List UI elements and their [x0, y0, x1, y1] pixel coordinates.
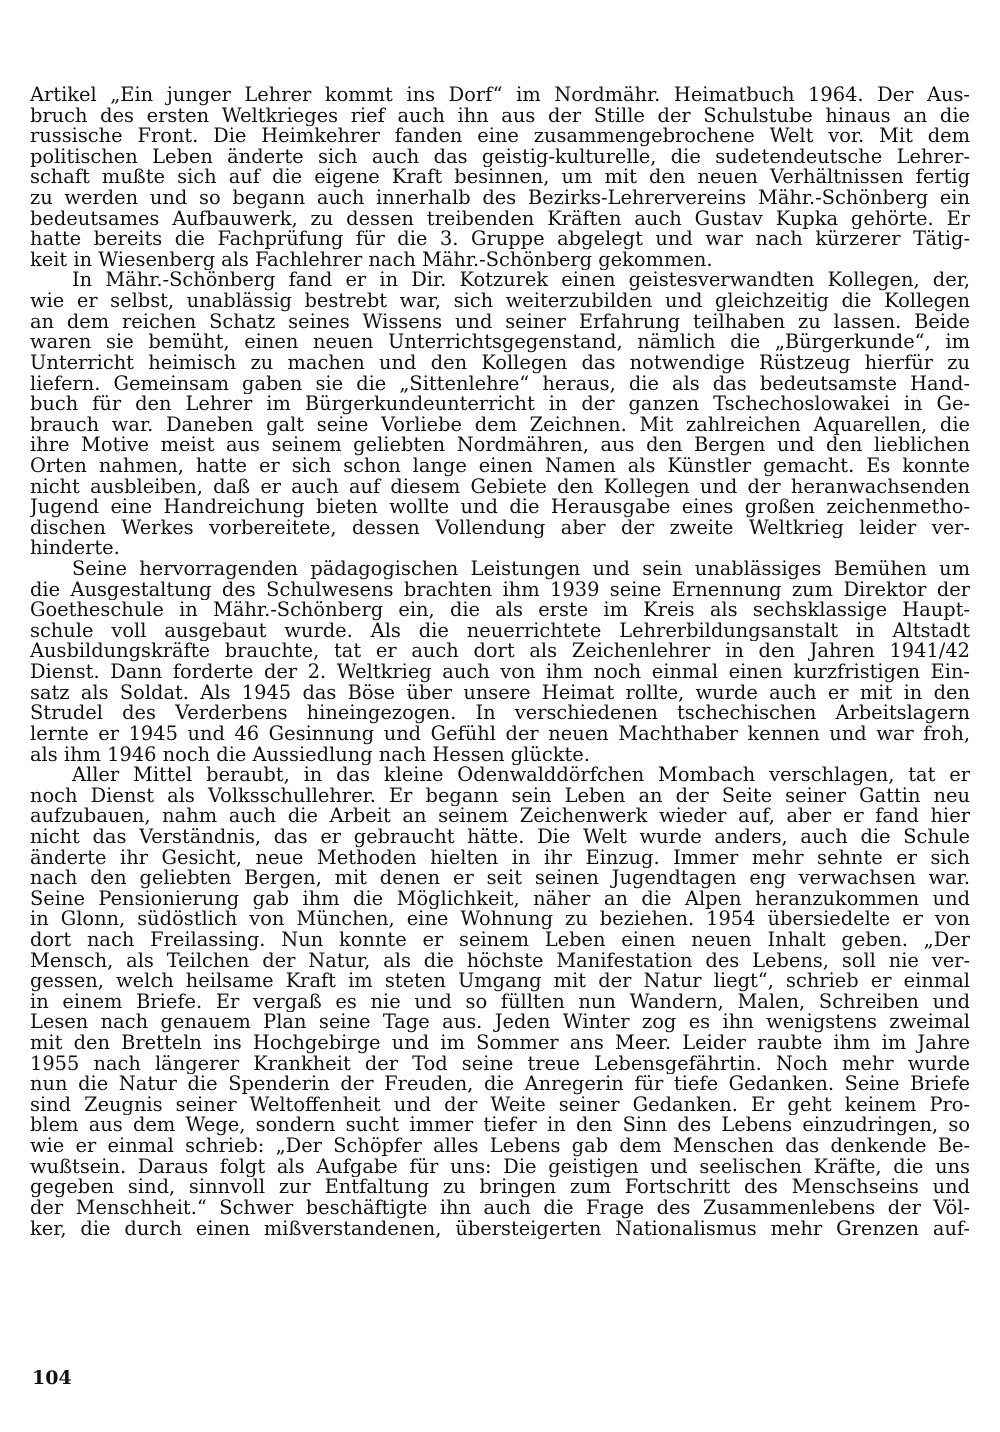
text-line: aufzubauen, nahm auch die Arbeit an seinem Zeichenwerk wieder auf, aber er fand hier: [30, 806, 970, 827]
text-line: ker, die durch einen mißverstandenen, übersteigerten Nationalismus mehr Grenzen auf-: [30, 1218, 970, 1240]
text-line: schule voll ausgebaut wurde. Als die neuerrichtete Lehrerbildungsanstalt in Altstadt: [30, 620, 970, 642]
paragraph-3: [30, 559, 970, 765]
text-line: zu werden und so begann auch innerhalb des Bezirks-Lehrervereins Mähr.-Schönberg ein: [30, 188, 970, 209]
text-line: Mensch, als Teilchen der Natur, als die höchste Manifestation des Lebens, soll nie ver-: [30, 950, 970, 972]
text-line: In Mähr.-Schönberg fand er in Dir. Kotzurek einen geistesverwandten Kollegen, der,: [72, 270, 970, 292]
paragraph-2: [30, 270, 970, 559]
text-line: liefern. Gemeinsam gaben sie die „Sittenlehre“ heraus, die als das bedeutsamste Hand-: [30, 373, 970, 395]
text-line: Goetheschule in Mähr.-Schönberg ein, die als erste im Kreis als sechsklassige Haupt-: [30, 600, 970, 621]
text-line: Dienst. Dann forderte der 2. Weltkrieg auch von ihm noch einmal einen kurzfristigen Ein-: [30, 662, 970, 683]
text-line: Strudel des Verderbens hineingezogen. In verschiedenen tschechischen Arbeitslagern: [30, 703, 970, 724]
text-line: Aller Mittel beraubt, in das kleine Odenwalddörfchen Mombach verschlagen, tat er: [72, 765, 970, 786]
paragraph-4: [30, 765, 970, 1239]
text-line: nicht das Verständnis, das er gebraucht hätte. Die Welt wurde anders, auch die Schule: [30, 826, 970, 848]
text-line: Seine Pensionierung gab ihm die Möglichkeit, näher an die Alpen heranzukommen und: [30, 888, 970, 910]
text-line: gegeben sind, sinnvoll zur Entfaltung zu bringen zum Fortschritt des Menschseins und: [30, 1177, 970, 1198]
text-line: 1955 nach längerer Krankheit der Tod seine treue Lebensgefährtin. Noch mehr wurde: [30, 1053, 970, 1075]
text-line: wußtsein. Daraus folgt als Aufgabe für uns: Die geistigen und seelischen Kräfte, die uns: [30, 1156, 970, 1178]
text-line: an dem reichen Schatz seines Wissens und seiner Erfahrung teilhaben zu lassen. Beide: [30, 311, 970, 333]
text-line: buch für den Lehrer im Bürgerkundeunterricht in der ganzen Tschechoslowakei in Ge-: [30, 394, 970, 415]
page-body: [30, 85, 970, 1239]
text-line: wie er selbst, unablässig bestrebt war, sich weiterzubilden und gleichzeitig die Kollegen: [30, 291, 970, 312]
text-line: Unterricht heimisch zu machen und den Kollegen das notwendige Rüstzeug hierfür zu: [30, 352, 970, 374]
text-line: brauch war. Daneben galt seine Vorliebe dem Zeichnen. Mit zahlreichen Aquarellen, die: [30, 414, 970, 436]
text-line: hinderte.: [30, 538, 120, 560]
page-number: 104: [32, 1367, 72, 1389]
text-line: politischen Leben änderte sich auch das geistig-kulturelle, die sudetendeutsche Lehrer-: [30, 146, 970, 168]
text-line: in Glonn, südöstlich von München, eine Wohnung zu beziehen. 1954 übersiedelte er von: [30, 909, 970, 930]
text-line: blem aus dem Wege, sondern sucht immer tiefer in den Sinn des Lebens einzudringen, so: [30, 1115, 970, 1137]
text-line: satz als Soldat. Als 1945 das Böse über unsere Heimat rollte, wurde auch er mit in den: [30, 682, 970, 704]
text-line: bedeutsames Aufbauwerk, zu dessen treibenden Kräften auch Gustav Kupka gehörte. Er: [30, 208, 970, 230]
paragraph-1: [30, 85, 970, 270]
text-line: Ausbildungskräfte brauchte, tat er auch dort als Zeichenlehrer in den Jahren 1941/42: [30, 641, 970, 663]
text-line: Artikel „Ein junger Lehrer kommt ins Dorf“ im Nordmähr. Heimatbuch 1964. Der Aus-: [30, 85, 970, 106]
text-line: keit in Wiesenberg als Fachlehrer nach Mähr.-Schönberg gekommen.: [30, 249, 713, 271]
text-line: dort nach Freilassing. Nun konnte er seinem Leben einen neuen Inhalt geben. „Der: [30, 929, 970, 951]
text-line: wie er einmal schrieb: „Der Schöpfer alles Lebens gab dem Menschen das denkende Be-: [30, 1136, 970, 1157]
text-line: hatte bereits die Fachprüfung für die 3. Gruppe abgelegt und war nach kürzerer Tätig-: [30, 229, 970, 250]
text-line: Seine hervorragenden pädagogischen Leistungen und sein unablässiges Bemühen um: [72, 559, 970, 580]
text-line: der Menschheit.“ Schwer beschäftigte ihn auch die Frage des Zusammenlebens der Völ-: [30, 1197, 970, 1219]
text-line: nun die Natur die Spenderin der Freuden, die Anregerin für tiefe Gedanken. Seine Briefe: [30, 1074, 970, 1095]
text-line: noch Dienst als Volksschullehrer. Er begann sein Leben an der Seite seiner Gattin neu: [30, 785, 970, 807]
text-line: schaft mußte sich auf die eigene Kraft besinnen, um mit den neuen Verhältnissen fertig: [30, 167, 970, 189]
text-line: ihre Motive meist aus seinem geliebten Nordmähren, aus den Bergen und den lieblichen: [30, 435, 970, 456]
text-line: waren sie bemüht, einen neuen Unterrichtsgegenstand, nämlich die „Bürgerkunde“, im: [30, 332, 970, 353]
text-line: als ihm 1946 noch die Aussiedlung nach Hessen glückte.: [30, 744, 590, 766]
text-line: änderte ihr Gesicht, neue Methoden hielten in ihr Einzug. Immer mehr sehnte er sich: [30, 847, 970, 869]
text-line: gessen, welch heilsame Kraft im steten Umgang mit der Natur liegt“, schrieb er einmal: [30, 971, 970, 992]
text-line: Orten nahmen, hatte er sich schon lange einen Namen als Künstler gemacht. Es konnte: [30, 455, 970, 477]
text-line: in einem Briefe. Er vergaß es nie und so füllten nun Wandern, Malen, Schreiben und: [30, 991, 970, 1013]
text-line: die Ausgestaltung des Schulwesens brachten ihm 1939 seine Ernennung zum Direktor der: [30, 579, 970, 601]
text-line: dischen Werkes vorbereitete, dessen Vollendung aber der zweite Weltkrieg leider ver-: [30, 517, 970, 539]
text-line: bruch des ersten Weltkrieges rief auch ihn aus der Stille der Schulstube hinaus an die: [30, 105, 970, 127]
text-line: mit den Bretteln ins Hochgebirge und im Sommer ans Meer. Leider raubte ihm im Jahre: [30, 1033, 970, 1054]
text-line: russische Front. Die Heimkehrer fanden eine zusammengebrochene Welt vor. Mit dem: [30, 126, 970, 147]
text-line: lernte er 1945 und 46 Gesinnung und Gefühl der neuen Machthaber kennen und war froh,: [30, 723, 970, 745]
text-line: sind Zeugnis seiner Weltoffenheit und der Weite seiner Gedanken. Er geht keinem Pro-: [30, 1094, 970, 1116]
text-line: nicht ausbleiben, daß er auch auf diesem Gebiete den Kollegen und der heranwachsenden: [30, 476, 970, 498]
text-line: Jugend eine Handreichung bieten wollte und die Herausgabe eines großen zeichenmetho-: [30, 497, 970, 518]
text-line: nach den geliebten Bergen, mit denen er seit seinen Jugendtagen eng verwachsen war.: [30, 868, 970, 889]
text-line: Lesen nach genauem Plan seine Tage aus. Jeden Winter zog es ihn wenigstens zweimal: [30, 1012, 970, 1034]
